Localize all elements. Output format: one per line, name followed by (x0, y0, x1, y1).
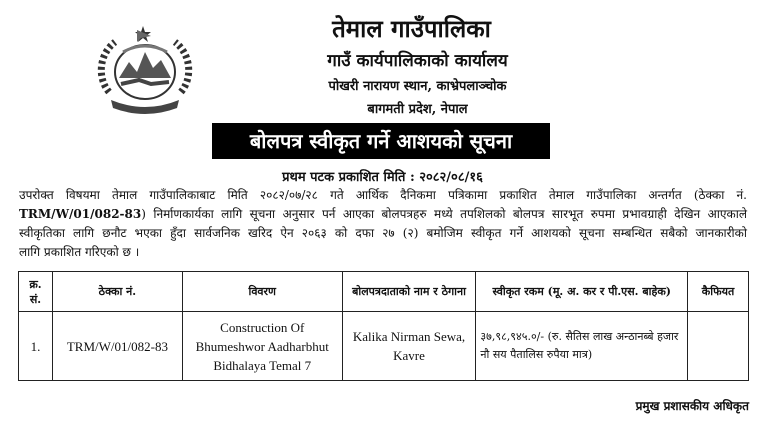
table-header-row (19, 272, 749, 312)
cell-amount: ३७,९८,९४५.०/- (रु. सैतिस लाख अन्ठानब्बे हजार नौ सय पैतालिस रुपैया मात्र) (476, 312, 688, 381)
address-line-2: बागमती प्रदेश, नेपाल (367, 102, 468, 117)
body-line-2-text: ) निर्माणकार्यका लागि सूचना अनुसार पर्न आएका बोलपत्रहरु मध्ये तपशिलको बोलपत्र सारभूत रुपमा प्रभावग्राही देखिन आएकाले (141, 207, 747, 221)
municipality-name: तेमाल गाउँपालिका (332, 14, 491, 43)
first-published-date: प्रथम पटक प्रकाशित मिति : २०८२/०८/१६ (282, 170, 483, 185)
header-details: विवरण (182, 272, 342, 312)
header-sn: क्र. सं. (19, 272, 53, 312)
body-line-4: लागि प्रकाशित गरिएको छ । (19, 245, 140, 259)
body-line-2 (19, 205, 747, 224)
cell-details: Construction Of Bhumeshwor Aadharbhut Bidhalaya Temal 7 (182, 312, 342, 381)
notice-title: बोलपत्र स्वीकृत गर्ने आशयको सूचना (212, 123, 550, 159)
cell-remarks (688, 312, 749, 381)
award-table (18, 271, 749, 381)
header-remarks: कैफियत (688, 272, 749, 312)
cell-bidder: Kalika Nirman Sewa, Kavre (342, 312, 476, 381)
header-amount: स्वीकृत रकम (मू. अ. कर र पी.एस. बाहेक) (476, 272, 688, 312)
cell-contract: TRM/W/01/082-83 (52, 312, 182, 381)
address-line-1: पोखरी नारायण स्थान, काभ्रेपलाञ्चोक (328, 79, 507, 94)
header-contract: ठेक्का नं. (52, 272, 182, 312)
table-row (19, 312, 749, 381)
office-name: गाउँ कार्यपालिकाको कार्यालय (327, 51, 508, 71)
contract-ref: TRM/W/01/082-83 (19, 207, 142, 221)
header-bidder: बोलपत्रदाताको नाम र ठेगाना (342, 272, 476, 312)
body-line-1: उपरोक्त विषयमा तेमाल गाउँपालिकाबाट मिति २०८२/०७/२८ गते आर्थिक दैनिकमा पत्रिकामा प्रकाशित तेमाल गाउँपालिका अन्तर्गत (ठेक्का नं. (19, 188, 747, 202)
cell-sn: 1. (19, 312, 53, 381)
notice-body (19, 186, 747, 262)
body-line-3: स्वीकृतिका लागि छनौट भएका हुँदा सार्वजनिक खरिद ऐन २०६३ को दफा २७ (२) बमोजिम स्वीकृत गर्ने आशयको सूचना सम्बन्धित सबैको जानकारीको (19, 226, 747, 240)
signatory-title: प्रमुख प्रशासकीय अधिकृत (635, 399, 749, 413)
